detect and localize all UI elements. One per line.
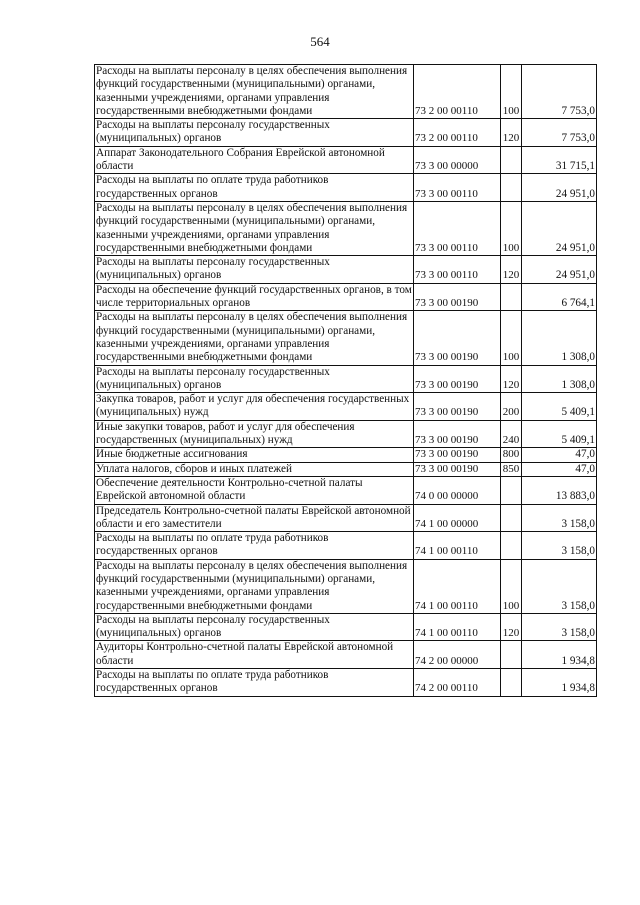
row-description: Расходы на выплаты персоналу государственных (муниципальных) органов: [95, 613, 414, 641]
row-description: Расходы на выплаты по оплате труда работников государственных органов: [95, 532, 414, 560]
row-amount: 7 753,0: [522, 119, 597, 147]
row-target-code: 73 3 00 00110: [414, 201, 501, 255]
row-target-code: 73 3 00 00190: [414, 311, 501, 365]
row-amount: 24 951,0: [522, 174, 597, 202]
table-row: [95, 393, 597, 421]
row-target-code: 73 3 00 00190: [414, 448, 501, 462]
row-amount: 47,0: [522, 448, 597, 462]
row-expense-type: [501, 476, 522, 504]
row-expense-type: [501, 146, 522, 174]
row-expense-type: 200: [501, 393, 522, 421]
row-description: Расходы на выплаты персоналу государственных (муниципальных) органов: [95, 119, 414, 147]
table-row: [95, 365, 597, 393]
table-row: [95, 669, 597, 697]
table-row: [95, 201, 597, 255]
row-expense-type: 850: [501, 462, 522, 476]
row-amount: 7 753,0: [522, 65, 597, 119]
row-amount: 3 158,0: [522, 504, 597, 532]
table-row: [95, 532, 597, 560]
row-target-code: 74 1 00 00110: [414, 532, 501, 560]
table-row: [95, 283, 597, 311]
row-expense-type: [501, 641, 522, 669]
row-amount: 1 934,8: [522, 669, 597, 697]
row-expense-type: 100: [501, 65, 522, 119]
row-description: Иные закупки товаров, работ и услуг для обеспечения государственных (муниципальных) нужд: [95, 420, 414, 448]
row-amount: 3 158,0: [522, 532, 597, 560]
table-row: [95, 448, 597, 462]
table-row: [95, 311, 597, 365]
row-target-code: 73 3 00 00190: [414, 420, 501, 448]
row-expense-type: [501, 504, 522, 532]
row-description: Расходы на обеспечение функций государственных органов, в том числе территориальных органов: [96, 283, 412, 310]
row-description: Расходы на выплаты по оплате труда работников государственных органов: [95, 174, 414, 202]
row-expense-type: 120: [501, 613, 522, 641]
budget-table: [94, 64, 597, 697]
row-target-code: 73 3 00 00190: [414, 462, 501, 476]
row-description: Аудиторы Контрольно-счетной палаты Еврейской автономной области: [95, 641, 414, 669]
table-row: [95, 641, 597, 669]
row-description: Закупка товаров, работ и услуг для обеспечения государственных (муниципальных) нужд: [95, 393, 414, 421]
row-amount: 47,0: [522, 462, 597, 476]
row-amount: 24 951,0: [522, 256, 597, 284]
row-expense-type: 240: [501, 420, 522, 448]
row-target-code: 73 3 00 00190: [414, 393, 501, 421]
row-amount: 1 934,8: [522, 641, 597, 669]
row-target-code: 74 2 00 00000: [414, 641, 501, 669]
row-expense-type: 100: [501, 311, 522, 365]
row-description: Уплата налогов, сборов и иных платежей: [95, 462, 414, 476]
row-amount: 1 308,0: [522, 365, 597, 393]
row-amount: 13 883,0: [522, 476, 597, 504]
row-expense-type: [501, 532, 522, 560]
table-row: [95, 146, 597, 174]
table-row: [95, 119, 597, 147]
row-expense-type: 120: [501, 256, 522, 284]
row-target-code: 73 3 00 00190: [414, 283, 501, 311]
row-description: Расходы на выплаты персоналу в целях обеспечения выполнения функций государственными (муниципальными) органами, казенными учреждениями, органами управления государственными внебюджетными фондами: [95, 311, 414, 365]
row-description: Аппарат Законодательного Собрания Еврейской автономной области: [95, 146, 414, 174]
row-description: Расходы на выплаты по оплате труда работников государственных органов: [95, 669, 414, 697]
row-expense-type: 120: [501, 365, 522, 393]
page-number: 564: [310, 34, 330, 49]
row-target-code: 74 0 00 00000: [414, 476, 501, 504]
row-amount: 3 158,0: [522, 613, 597, 641]
row-target-code: 74 1 00 00000: [414, 504, 501, 532]
row-amount: 5 409,1: [522, 393, 597, 421]
row-expense-type: 100: [501, 201, 522, 255]
row-amount: 6 764,1: [522, 283, 597, 311]
table-row: [95, 613, 597, 641]
table-row: [95, 476, 597, 504]
row-target-code: 74 1 00 00110: [414, 613, 501, 641]
table-row: [95, 504, 597, 532]
budget-table-body: [95, 65, 597, 697]
table-row: [95, 174, 597, 202]
row-target-code: 73 3 00 00110: [414, 174, 501, 202]
row-amount: 31 715,1: [522, 146, 597, 174]
row-expense-type: [501, 283, 522, 311]
table-row: [95, 462, 597, 476]
row-description: Расходы на выплаты персоналу в целях обеспечения выполнения функций государственными (муниципальными) органами, казенными учреждениями, органами управления государственными внебюджетными фондами: [95, 559, 414, 613]
row-target-code: 73 3 00 00110: [414, 256, 501, 284]
row-amount: 24 951,0: [522, 201, 597, 255]
table-row: [95, 420, 597, 448]
row-expense-type: [501, 174, 522, 202]
row-description: Расходы на выплаты персоналу государственных (муниципальных) органов: [95, 256, 414, 284]
row-target-code: 73 3 00 00000: [414, 146, 501, 174]
table-row: [95, 559, 597, 613]
row-description: Расходы на выплаты персоналу в целях обеспечения выполнения функций государственными (муниципальными) органами, казенными учреждениями, органами управления государственными внебюджетными фондами: [95, 65, 414, 119]
table-row: [95, 65, 597, 119]
row-target-code: 73 2 00 00110: [414, 119, 501, 147]
row-description: Расходы на выплаты персоналу государственных (муниципальных) органов: [95, 365, 414, 393]
row-target-code: 73 3 00 00190: [414, 365, 501, 393]
row-target-code: 74 2 00 00110: [414, 669, 501, 697]
row-target-code: 73 2 00 00110: [414, 65, 501, 119]
row-amount: 5 409,1: [522, 420, 597, 448]
row-expense-type: 800: [501, 448, 522, 462]
row-description: Обеспечение деятельности Контрольно-счетной палаты Еврейской автономной области: [95, 476, 414, 504]
table-row: [95, 256, 597, 284]
row-expense-type: 100: [501, 559, 522, 613]
row-description: Расходы на выплаты персоналу в целях обеспечения выполнения функций государственными (муниципальными) органами, казенными учреждениями, органами управления государственными внебюджетными фондами: [95, 201, 414, 255]
row-description: Иные бюджетные ассигнования: [95, 448, 414, 462]
row-amount: 3 158,0: [522, 559, 597, 613]
row-expense-type: [501, 669, 522, 697]
row-description: Председатель Контрольно-счетной палаты Еврейской автономной области и его заместители: [95, 504, 414, 532]
row-target-code: 74 1 00 00110: [414, 559, 501, 613]
row-amount: 1 308,0: [522, 311, 597, 365]
row-expense-type: 120: [501, 119, 522, 147]
